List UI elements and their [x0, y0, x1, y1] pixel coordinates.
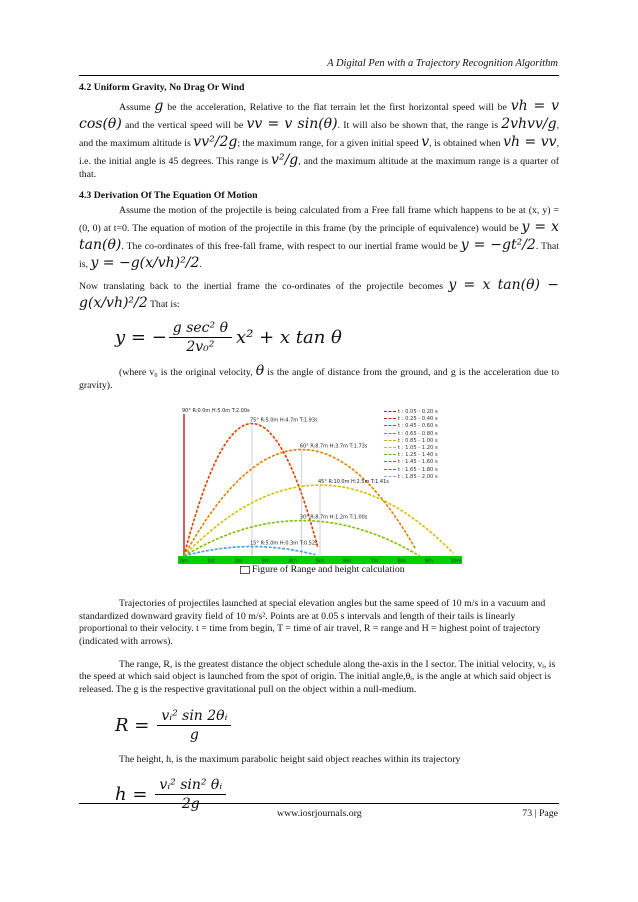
- text: Assume: [119, 101, 151, 113]
- text: ; the maximum range, for a given initial speed: [237, 138, 419, 150]
- section-4-3-paragraph: [79, 205, 559, 272]
- legend-entry: [384, 459, 438, 466]
- eq-fraction: [169, 319, 232, 356]
- text: , i.e. the initial angle is 45 degrees. This range is: [79, 138, 560, 168]
- figure-description: Trajectories of projectiles launched at special elevation angles but the same speed of 10 m/s in a vacuum and standardized downward gravity field of 10 m/s². Points are at 0.05 s intervals and length of their tails is linearly proportional to their velocity. t = time from begin, T = time of air travel, R = range and H = highest point of trajectory (indicated with arrows).: [79, 597, 546, 647]
- eq-rhs: x² + x tan θ: [236, 326, 342, 348]
- legend-label: t : 1.85 - 2.00 s: [398, 473, 438, 480]
- legend-label: t : 1.25 - 1.40 s: [398, 452, 438, 459]
- legend-entry: [384, 431, 438, 438]
- text: . It will also be shown that, the range is: [337, 119, 499, 131]
- section-4-3-heading: 4.3 Derivation Of The Equation Of Motion: [79, 190, 258, 202]
- section-4-2-heading: 4.2 Uniform Gravity, No Drag Or Wind: [79, 82, 245, 93]
- section-4-2-paragraph: [79, 97, 559, 182]
- x-tick-label: 2m: [234, 558, 243, 565]
- x-tick-label: 7m: [370, 558, 379, 565]
- inline-math: vh = vv: [503, 134, 557, 151]
- running-title: A Digital Pen with a Trajectory Recognition Algorithm: [327, 58, 558, 69]
- inline-math: v: [421, 134, 430, 151]
- height-description: The height, h, is the maximum parabolic height said object reaches within its trajectory: [119, 753, 461, 765]
- legend-swatch: [384, 425, 396, 426]
- legend-entry: [384, 416, 438, 423]
- text: (where v₀ is the original velocity,: [119, 367, 253, 378]
- x-tick-label: 3m: [261, 558, 270, 565]
- text: , is obtained when: [429, 138, 501, 150]
- legend-swatch: [384, 440, 396, 441]
- footer-rule: [79, 803, 559, 804]
- legend-label: t : 0.05 - 0.20 s: [398, 409, 438, 415]
- spacer: [79, 182, 559, 190]
- header-rule: [79, 75, 559, 76]
- inline-math: v²/g: [271, 152, 299, 169]
- eq-fraction: [155, 776, 226, 813]
- main-text-2: [79, 588, 559, 820]
- eq-numerator: g sec² θ: [169, 319, 232, 338]
- legend-label: t : 0.45 - 0.60 s: [398, 423, 438, 430]
- where-note: [79, 362, 559, 393]
- caption-text: Figure of Range and height calculation: [252, 564, 405, 575]
- eq-fraction: [157, 707, 231, 744]
- inline-math: g: [154, 97, 164, 114]
- eq-denominator: 2v₀²: [186, 338, 215, 355]
- text: is the angle of distance from the ground, and g is the acceleration due to gravity).: [79, 367, 559, 392]
- inline-math: vh = v cos(θ): [79, 97, 559, 132]
- inline-math: y = −g(x/vh)²/2: [90, 255, 200, 272]
- legend-swatch: [384, 418, 396, 419]
- figure-caption: [240, 564, 405, 575]
- range-description: The range, R, is the greatest distance the object schedule along the-axis in the I sector. The initial velocity, vᵢ, is the speed at which said object is launched from the spot of origin. The initial angle,θᵢ, is the angle at which said object is released. The g is the respective gravitational pull on the object within a null-medium.: [79, 658, 556, 695]
- text: be the acceleration, Relative to the flat terrain let the first horizontal speed will be: [167, 101, 507, 113]
- trajectory-figure: [176, 406, 464, 567]
- inline-math: 2vhvv/g: [501, 115, 557, 132]
- x-tick-label: 1m: [207, 558, 216, 565]
- image-link-icon: [240, 566, 250, 574]
- trajectory-label: 90° R:0.0m H:5.0m T:2.00s: [182, 408, 250, 414]
- legend-entry: [384, 423, 438, 430]
- eq-numerator: vᵢ² sin² θᵢ: [155, 776, 226, 795]
- eq-denominator: g: [189, 726, 199, 743]
- text: Assume the motion of the projectile is being calculated from a Free fall frame which happens to be at (x, y) = (0, 0) at t=0. The equation of motion of the projectile in this frame (by the principle of equivalence) would be: [79, 204, 559, 234]
- inline-math: y = x tan(θ) − g(x/vh)²/2: [79, 277, 559, 312]
- x-tick-label: 5m: [315, 558, 325, 565]
- text: and the vertical speed will be: [125, 119, 244, 131]
- inline-math: vv = v sin(θ): [246, 115, 338, 132]
- text: , and the maximum altitude is: [79, 119, 560, 150]
- legend-entry: [384, 474, 438, 481]
- x-tick-label: 4m: [288, 558, 297, 565]
- inline-math: y = x tan(θ): [79, 218, 560, 253]
- section-4-3-paragraph-2: [79, 276, 559, 312]
- legend-swatch: [384, 469, 396, 470]
- trajectory-label: 60° R:8.7m H:3.7m T:1.73s: [299, 443, 368, 450]
- legend-swatch: [384, 454, 396, 455]
- legend-label: t : 0.65 - 0.80 s: [398, 430, 438, 437]
- trajectory-equation: [115, 319, 559, 356]
- trajectory-label: 30° R:8.7m H:1.2m T:1.00s: [299, 514, 368, 521]
- text: That is:: [149, 299, 180, 311]
- chart-legend: [384, 409, 438, 481]
- legend-entry: [384, 409, 438, 416]
- legend-swatch: [384, 411, 396, 412]
- main-text: [79, 82, 559, 393]
- text: . That is,: [79, 240, 559, 271]
- x-tick-label: 9m: [424, 558, 433, 565]
- trajectory-label: 75° R:5.0m H:4.7m T:1.93s: [250, 417, 318, 424]
- legend-swatch: [384, 447, 396, 448]
- legend-label: t : 1.05 - 1.20 s: [398, 445, 438, 452]
- text: .: [199, 259, 202, 271]
- legend-label: t : 0.85 - 1.00 s: [398, 437, 438, 444]
- text: , and the maximum altitude at the maximum range is a quarter of that.: [79, 156, 559, 181]
- trajectory-label: 45° R:10.0m H:2.5m T:1.41s: [318, 479, 389, 485]
- eq-denominator: 2g: [181, 796, 200, 813]
- x-tick-label: 0m: [179, 558, 189, 565]
- trajectory-line: [184, 547, 315, 557]
- text: . The co-ordinates of this free-fall frame, with respect to our inertial frame would be: [121, 240, 458, 252]
- eq-lhs: h =: [115, 784, 148, 806]
- legend-entry: [384, 438, 438, 445]
- legend-label: t : 1.65 - 1.80 s: [398, 466, 438, 473]
- inline-math: vv²/2g: [193, 134, 238, 151]
- inline-math: θ: [255, 363, 265, 379]
- trajectory-label: 15° R:5.0m H:0.3m T:0.52s: [250, 540, 318, 547]
- text: Now translating back to the inertial frame the co-ordinates of the projectile becomes: [79, 281, 444, 293]
- x-tick-label: 6m: [343, 558, 352, 565]
- legend-entry: [384, 452, 438, 459]
- range-equation: [115, 707, 559, 744]
- legend-swatch: [384, 476, 396, 477]
- x-tick-label: 8m: [397, 558, 406, 565]
- eq-lhs: R =: [115, 714, 150, 736]
- legend-entry: [384, 445, 438, 452]
- footer-site: www.iosrjournals.org: [277, 808, 362, 819]
- legend-label: t : 0.25 - 0.40 s: [398, 416, 438, 423]
- legend-entry: [384, 467, 438, 474]
- legend-swatch: [384, 461, 396, 462]
- legend-swatch: [384, 433, 396, 434]
- legend-label: t : 1.45 - 1.60 s: [398, 459, 438, 466]
- eq-numerator: vᵢ² sin 2θᵢ: [157, 707, 231, 726]
- eq-lhs: y = −: [115, 326, 167, 348]
- x-tick-label: 10m: [450, 558, 462, 565]
- inline-math: y = −gt²/2: [460, 236, 536, 253]
- footer-page-number: 73 | Page: [522, 808, 558, 819]
